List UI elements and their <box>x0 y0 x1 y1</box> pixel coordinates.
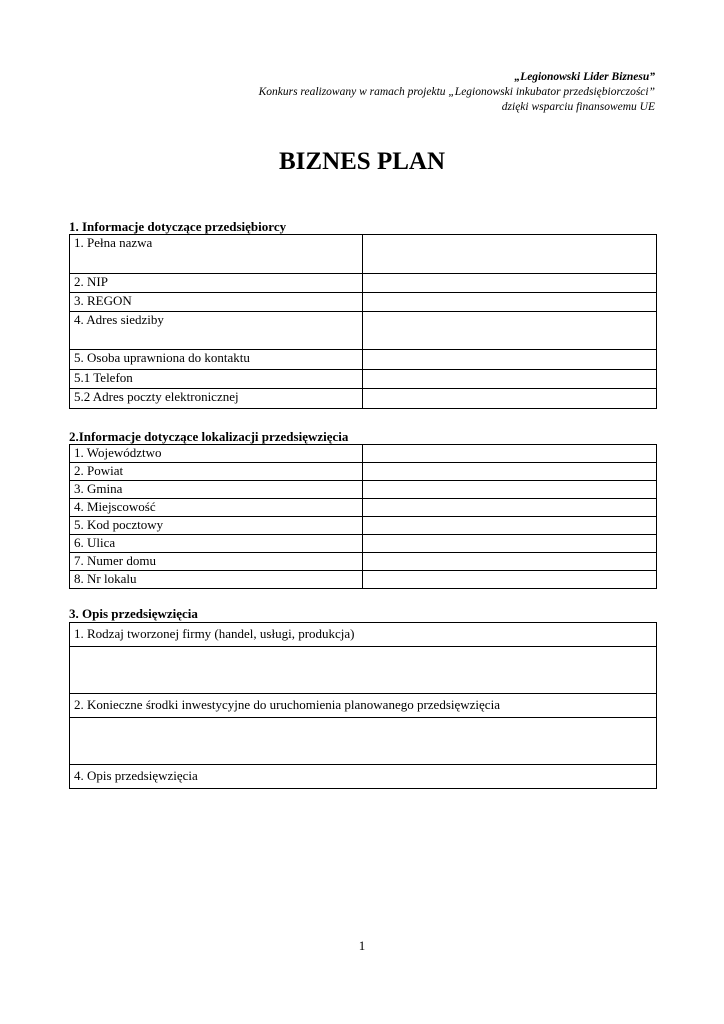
field-label: 5.2 Adres poczty elektronicznej <box>70 389 363 409</box>
table-row <box>70 535 657 553</box>
field-label: 2. NIP <box>70 274 363 293</box>
field-value-cell[interactable] <box>363 445 657 463</box>
field-value-cell[interactable] <box>363 463 657 481</box>
field-label: 4. Miejscowość <box>70 499 363 517</box>
table-row <box>70 312 657 350</box>
table-row <box>70 765 657 789</box>
field-label: 1. Pełna nazwa <box>70 235 363 274</box>
field-value-cell[interactable] <box>70 718 657 765</box>
section-1-table <box>69 234 657 409</box>
section-1-title: 1. Informacje dotyczące przedsiębiorcy <box>69 219 287 234</box>
section-2-title: 2.Informacje dotyczące lokalizacji przedsięwzięcia <box>69 429 349 444</box>
field-value-cell[interactable] <box>363 293 657 312</box>
field-label: 5. Kod pocztowy <box>70 517 363 535</box>
field-value-cell[interactable] <box>363 274 657 293</box>
table-row <box>70 623 657 647</box>
header-line-2: Konkurs realizowany w ramach projektu „Legionowski inkubator przedsiębiorczości” <box>258 86 655 98</box>
field-value-cell[interactable] <box>363 370 657 389</box>
field-label: 3. Gmina <box>70 481 363 499</box>
field-label: 5.1 Telefon <box>70 370 363 389</box>
table-row <box>70 274 657 293</box>
section-3-table <box>69 622 657 789</box>
table-row <box>70 694 657 718</box>
field-label: 8. Nr lokalu <box>70 571 363 589</box>
field-value-cell[interactable] <box>363 235 657 274</box>
field-label: 7. Numer domu <box>70 553 363 571</box>
table-row <box>70 517 657 535</box>
field-value-cell[interactable] <box>363 312 657 350</box>
section-3-title: 3. Opis przedsięwzięcia <box>69 606 198 621</box>
section-2-table <box>69 444 657 589</box>
table-row <box>70 235 657 274</box>
field-value-cell[interactable] <box>363 571 657 589</box>
field-label: 3. REGON <box>70 293 363 312</box>
table-row <box>70 293 657 312</box>
table-row <box>70 445 657 463</box>
field-value-cell[interactable] <box>363 553 657 571</box>
table-row <box>70 571 657 589</box>
field-label: 1. Rodzaj tworzonej firmy (handel, usługi, produkcja) <box>70 623 657 647</box>
field-label: 2. Powiat <box>70 463 363 481</box>
field-value-cell[interactable] <box>363 389 657 409</box>
table-row <box>70 481 657 499</box>
field-label: 6. Ulica <box>70 535 363 553</box>
header-line-1: „Legionowski Lider Biznesu” <box>514 71 655 83</box>
table-row <box>70 389 657 409</box>
page-title: BIZNES PLAN <box>278 148 445 175</box>
header-line-3: dzięki wsparciu finansowemu UE <box>501 101 655 113</box>
field-value-cell[interactable] <box>363 499 657 517</box>
table-row <box>70 370 657 389</box>
field-value-cell[interactable] <box>363 517 657 535</box>
field-value-cell[interactable] <box>363 535 657 553</box>
field-label: 1. Województwo <box>70 445 363 463</box>
table-row <box>70 718 657 765</box>
table-row <box>70 463 657 481</box>
table-row <box>70 350 657 370</box>
table-row <box>70 647 657 694</box>
field-label: 5. Osoba uprawniona do kontaktu <box>70 350 363 370</box>
field-value-cell[interactable] <box>363 481 657 499</box>
field-value-cell[interactable] <box>70 647 657 694</box>
table-row <box>70 553 657 571</box>
table-row <box>70 499 657 517</box>
field-value-cell[interactable] <box>363 350 657 370</box>
field-label: 4. Opis przedsięwzięcia <box>70 765 657 789</box>
page-number: 1 <box>358 938 366 953</box>
project-header <box>259 70 655 115</box>
field-label: 2. Konieczne środki inwestycyjne do uruchomienia planowanego przedsięwzięcia <box>70 694 657 718</box>
field-label: 4. Adres siedziby <box>70 312 363 350</box>
